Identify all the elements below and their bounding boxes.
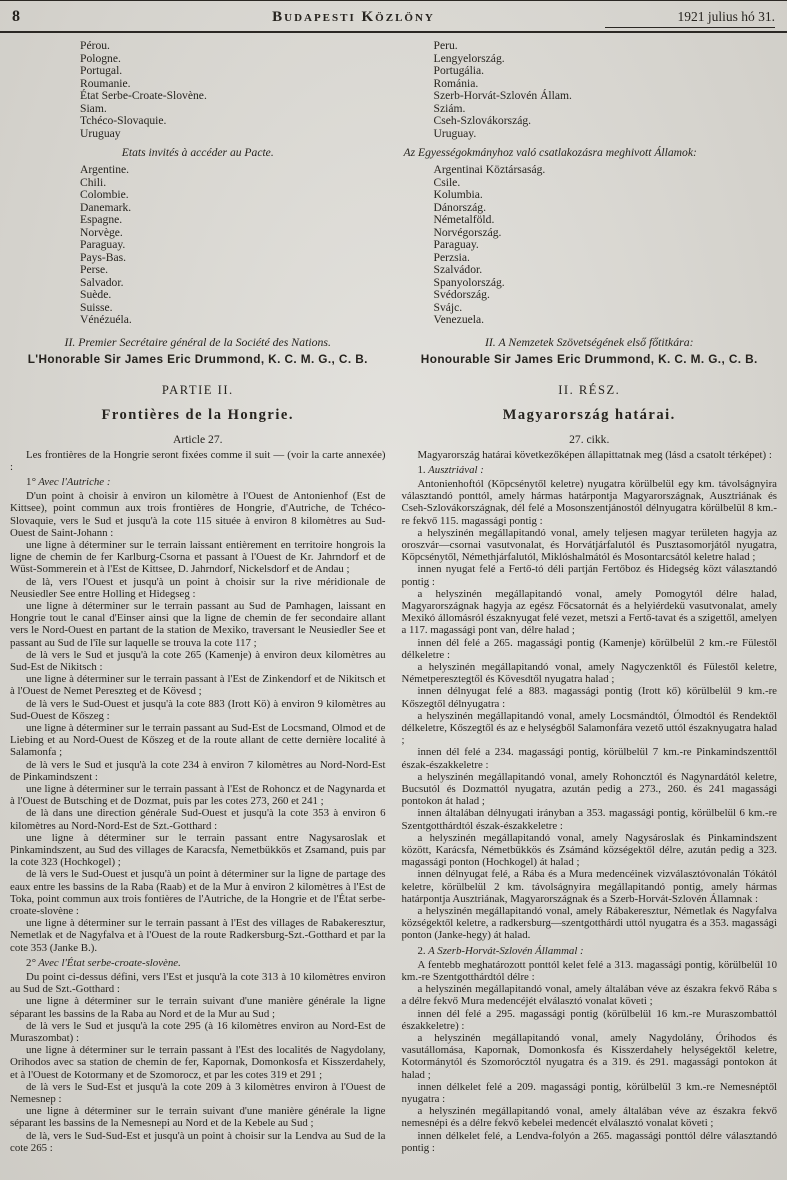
body-paragraph: a helyszinén megállapitandó vonal, amely Nagydolány, Órihodos és vasutállomása, Kapornak, Domonkosfa és Kisszerdahely helységektől keletre, Kotormánytól és Szomorócztól nyugatra és a 319. és 291. magassági pontokon át halad ; [401,1032,777,1081]
secretary-line-fr: II. Premier Secrétaire général de la Société des Nations. [64,334,331,349]
body-paragraph: a helyszinén megállapitandó vonal, amely általában véve az északra fekvő Rába s a délre fekvő Mura medencéjét elválasztó vonalat követi ; [401,983,777,1008]
body-paragraph: a helyszinén megállapitandó vonal, amely Nagyczenktől és Fülestől keletre, Németperesztegtől és Kövesdtől nyugatra halad ; [401,660,777,686]
body-paragraph: a helyszinén megállapitandó vonal, amely általában véve az északra fekvő nemesnépi és a délre fekvő kebelei medencét elválasztó vonalat követi ; [401,1105,777,1130]
body-paragraph: Antonienhoftól (Köpcsénytől keletre) nyugatra körülbelül egy km. távolságnyira választandó ponttól, amely hármas határpontja Magyarországnak, Ausztriának és Cseh-Szlovákországnak, dél felé a Mosonszentjánostól délnyugatra körülbelül 8 km.-re fekvő 115. magassági pontig : [401,477,777,527]
body-paragraph: a helyszinén megállapitandó vonal, amely Locsmándtól, Ólmodtól és Rendektől délkeletre, Kőszegtől és az e helységből Salamonfára vezető uttól északnyugatra halad ; [401,709,777,747]
body-paragraph: de là vers le Sud et jusqu'à la cote 295 (à 16 kilomètres environ au Nord-Est de Muraszombat) : [10,1019,386,1045]
body-paragraph: a helyszinén megállapitandó vonal, amely Rohoncztól és Nagynardától keletre, Bucsutól és Dozmattól nyugatra, azután pedig a 273., 260. és 241 magassági pontokon át halad ; [401,770,777,808]
body-paragraph: innen dél felé a 295. magassági pontig (körülbelül 16 km.-re Muraszombattól északkeletre) : [401,1007,777,1032]
body-paragraph: de là vers le Sud-Est et jusqu'à la cote 209 à 3 kilomètres environ à l'Ouest de Nemesnep : [10,1080,386,1106]
country-item: Cseh-Szlovákország. [433,114,532,127]
clause-heading: 1. Ausztriával : [417,463,484,476]
signatory-states-list-fr [80,40,386,140]
french-column [10,37,386,1154]
country-item: Peru. [433,39,458,52]
country-item: Tchéco-Slovaquie. [80,114,167,127]
country-item: Siam. [80,101,107,115]
country-item: Suède. [80,288,112,301]
country-item: Colombie. [80,188,129,201]
country-item: Kolumbia. [433,188,483,201]
country-item: Sziám. [433,101,466,115]
country-item: Perse. [80,263,109,276]
part-label-fr: PARTIE II. [161,382,234,397]
country-item: Pays-Bas. [80,250,127,264]
hungarian-column [402,37,778,1154]
body-paragraph: innen dél felé a 234. magassági pontig, körülbelül 7 km.-re Pinkamindszenttől észak-északkeletre : [401,746,777,771]
country-item: Argentine. [80,163,130,176]
article-text-hu [402,449,778,1155]
body-paragraph: une ligne à déterminer sur le terrain suivant d'une manière générale la ligne séparant les bassins de la Raba au Nord et de la Mur au Sud ; [10,995,386,1020]
section-title-hu: Magyarország határai. [502,406,676,423]
signatory-states-list-hu [434,40,778,140]
article-label-hu: 27. cikk. [569,432,610,446]
body-paragraph: a helyszinén megállapitandó vonal, amely Nagysároslak és Pinkamindszent között, Karácsfa, Németbükkös és Zsámánd községektől délre, azután pedig a 323. magassági ponton (Hochkogel) át halad ; [401,831,777,869]
body-paragraph: une ligne à déterminer sur le terrain passant à l'Est des villages de Rabakeresztur, Nemetlak et de Nagyfalva et à l'Ouest de la route Radkersburg-Szt.-Gotthard et par la cote 353 (Janke B.). [10,917,386,954]
body-paragraph: une ligne à déterminer sur le terrain passant à l'Est de Zinkendorf et de Nikitsch et à l'Ouest de Nemet Pereszteg et de Kövesd ; [10,673,386,698]
body-paragraph: une ligne à déterminer sur le terrain passant entre Nagysaroslak et Pinkamindszent, au Sud des villages de Karacsfa, Nemetbükkös et Zsamand, puis par la cote 323 (Hochkogel) ; [10,831,386,869]
country-item: Pérou. [80,39,110,52]
country-item: Salvador. [80,275,124,289]
country-item: Uruguay. [433,126,477,140]
country-item: Norvégország. [433,225,502,239]
country-item: Németalföld. [433,213,495,226]
clause-heading: 1° Avec l'Autriche : [26,475,111,488]
signature-name-hu: Honourable Sir James Eric Drummond, K. C. M. G., C. B. [420,351,758,366]
body-paragraph: de là vers le Sud-Ouest et jusqu'à un point à déterminer sur la ligne de partage des eaux entre les bassins de la Raba (Raab) et de la Mur à environ 2 kilomètres à l'Est de Toka, point commun aux trois fontières de l'Autriche, de la Hongrie et de l'État serbe-croate-slovène : [10,868,386,918]
country-item: Chili. [80,175,107,189]
body-paragraph: Magyarország határai következőképen állapittatnak meg (lásd a csatolt térképet) : [417,448,772,461]
body-paragraph: une ligne à déterminer sur le terrain passant au Sud-Est de Locsmand, Olmod et de Liebing et au Nord-Ouest de Kőszeg et de la route allant de cette dernière localité à Salamonfa ; [10,721,386,759]
invited-states-heading-hu: Az Egyességokmányhoz való csatlakozásra meghivott Államok: [403,146,697,159]
body-paragraph: innen délnyugat felé a 883. magassági pontig (Irott kő) körülbelül 9 km.-re Kőszegtől délnyugatra : [401,685,777,710]
body-paragraph: une ligne à déterminer sur le terrain suivant d'une manière générale la ligne séparant les bassins de la Nemesnepi au Nord et de la Kebele au Sud ; [10,1105,386,1130]
country-item: Portugal. [80,64,123,77]
two-column-body [0,33,787,1154]
country-item: Uruguay [80,126,121,140]
body-paragraph: de là vers le Sud et jusqu'à la cote 265 (Kamenje) à environ deux kilomètres au Sud-Est de Nikitsch : [10,648,386,673]
article-text-fr [10,449,386,1155]
country-item: Svájc. [433,300,463,314]
country-item: Paraguay. [433,238,479,251]
body-paragraph: innen délkelet felé, a Lendva-folyón a 265. magassági ponttól délre választandó pontig : [401,1129,777,1154]
issue-date: 1921 julius hó 31. [605,9,775,28]
country-item: Pologne. [80,51,121,65]
body-paragraph: innen délnyugat felé, a Rába és a Mura medencéinek vizválasztóvonalán Tókától keletre, körülbelül 2 km. távolságnyira megállapitandó pontig, amely hármas határpontja Ausztriának, Magyarországnak és a Szerb-Horvát-Szlovén Államnak : [401,868,777,905]
country-item: Szerb-Horvát-Szlovén Állam. [433,89,572,102]
body-paragraph: une ligne à déterminer sur le terrain passant à l'Est de Rohoncz et de Nagynarda et à l'Ouest de Butsching et de Dozmat, puis par les cotes 273, 260 et 241 ; [10,782,386,808]
signature-name-fr: L'Honorable Sir James Eric Drummond, K. C. M. G., C. B. [27,351,368,366]
body-paragraph: innen nyugat felé a Fertő-tó déli partján Fertőboz és Hidegség közt választandó pontig : [401,563,777,588]
page-number: 8 [12,8,20,25]
section-title-fr: Frontières de la Hongrie. [101,406,294,423]
body-paragraph: Les frontières de la Hongrie seront fixées comme il suit — (voir la carte annexée) : [10,448,386,473]
body-paragraph: de là, vers l'Ouest et jusqu'à un point à choisir sur la rive méridionale de Neusiedler See entre Holling et Hidegseg : [10,575,386,600]
body-paragraph: innen dél felé a 265. magassági pontig (Kamenje) körülbelül 2 km.-re Fülestől délkeletre : [401,636,777,661]
body-paragraph: de là vers le Sud-Ouest et jusqu'à la cote 883 (Irott Kö) à environ 9 kilomètres au Sud-Ouest de Kőszeg : [10,697,386,722]
country-item: Lengyelország. [433,51,505,65]
body-paragraph: a helyszinén megállapitandó vonal, amely Pomogytól délre halad, Magyarországnak hagyja az egész Főcsatornát és a helyiérdekü vasutvonalat, amely Mexikó állomásról északnyugat felé vezet, metszi a Fertő-tavat és a szigettől, amelyen a 117. magassági pont van, délre halad ; [401,587,777,637]
article-label-fr: Article 27. [172,432,223,446]
invited-states-list-fr [80,164,386,327]
invited-states-heading-fr: Etats invités à accéder au Pacte. [121,146,274,159]
country-item: Csile. [433,175,461,189]
country-item: Spanyolország. [433,275,505,289]
body-paragraph: de là dans une direction générale Sud-Ouest et jusqu'à la cote 353 à environ 6 kilomètres au Nord-Nord-Est de Szt.-Gotthard : [10,807,386,832]
clause-heading: 2° Avec l'État serbe-croate-slovène. [26,956,181,969]
invited-states-list-hu [434,164,778,327]
body-paragraph: innen általában délnyugati irányban a 353. magassági pontig, körülbelül 6 km.-re Szentgotthárdtól észak-északkeletre : [401,807,777,832]
country-item: Szalvádor. [433,263,483,276]
country-item: Portugália. [433,64,485,77]
country-item: Svédország. [433,288,490,301]
body-paragraph: Du point ci-dessus défini, vers l'Est et jusqu'à la cote 313 à 10 kilomètres environ au Sud de Szt.-Gotthard : [10,971,386,996]
country-item: Románia. [433,76,479,90]
country-item: Paraguay. [80,238,126,251]
body-paragraph: une ligne à déterminer sur le terrain passant au Sud de Pamhagen, laissant en Hongrie tout le canal d'Einser ainsi que la ligne de chemin de fer secondaire allant vers le Nord-Ouest en partant de la station de Mexiko, traversant le Neusiedler See et passant au Sud de l'île sur laquelle se trouva la cote 117 ; [10,599,386,649]
body-paragraph: de là, vers le Sud-Sud-Est et jusqu'à un point à choisir sur la Lendva au Sud de la cote 265 : [10,1129,386,1154]
country-item: Argentinai Köztársaság. [433,163,546,176]
body-paragraph: A fentebb meghatározott ponttól kelet felé a 313. magassági pontig, körülbelül 10 km.-re Szentgotthárdtól délre : [401,958,777,984]
part-label-hu: II. RÉSZ. [558,382,621,397]
body-paragraph: D'un point à choisir à environ un kilomètre à l'Ouest de Antonienhof (Est de Kittsee), point commun aux trois frontières de Hongrie, d'Autriche, de Tchéco-Slovaquie, vers le Sud et jusqu'à la cote 115 située à environ 8 kilomètres au Sud-Ouest de Saint-Johann : [10,490,386,539]
country-item: Suisse. [80,300,113,314]
body-paragraph: de là vers le Sud et jusqu'à la cote 234 à environ 7 kilomètres au Nord-Nord-Est de Pinkamindszent : [10,758,386,783]
country-item: État Serbe-Croate-Slovène. [80,89,207,102]
body-paragraph: a helyszinén megállapitandó vonal, amely teljesen magyar területen hagyja az oroszvár—csornai vasutvonalat, és Horvátjárfalutól és Pusztasomorjától nyugatra, Köpcsénytől, Némethjárfalutól, Miklóshalmától és Mosontarcsától keletre halad ; [401,526,777,564]
secretary-line-hu: II. A Nemzetek Szövetségének első főtitkára: [484,334,694,349]
country-item: Venezuela. [433,313,485,326]
country-item: Dánország. [433,200,486,214]
country-item: Norvège. [80,225,123,239]
body-paragraph: une ligne à déterminer sur le terrain passant à l'Est des localités de Nagydolany, Orihodos avec sa station de chemin de fer, Kapornak, Domonkosfa et Kisszerdahely, et à l'Ouest de Kotormany et de Szomorocz, et par les cotes 319 et 291 ; [10,1044,386,1081]
country-item: Roumanie. [80,76,131,90]
country-item: Espagne. [80,213,123,226]
page-header [0,1,787,33]
journal-title: Budapesti Közlöny [272,9,435,25]
country-item: Perzsia. [433,250,470,264]
clause-heading: 2. A Szerb-Horvát-Szlovén Állammal : [417,944,584,957]
body-paragraph: innen délkelet felé a 209. magassági pontig, körülbelül 3 km.-re Nemesnéptől nyugatra : [401,1080,777,1106]
country-item: Danemark. [80,200,132,214]
country-item: Vénézuéla. [80,313,132,326]
body-paragraph: a helyszinén megállapitandó vonal, amely Rábakeresztur, Németlak és Nagyfalva községektől keletre, a radkersburg—szentgotthárdi uttól nyugatra és a 353. magassági ponton (Janke-hegy) át halad. [401,905,777,942]
body-paragraph: une ligne à déterminer sur le terrain laissant entièrement en territoire hongrois la ligne de chemin de fer Karlburg-Csorna et passant à l'Ouest de Kr. Jahrndorf et de Wüst-Sommerein et à l'Est de Kittsee, D. Jahrndorf, Nickelsdorf et de Andau ; [10,538,386,576]
